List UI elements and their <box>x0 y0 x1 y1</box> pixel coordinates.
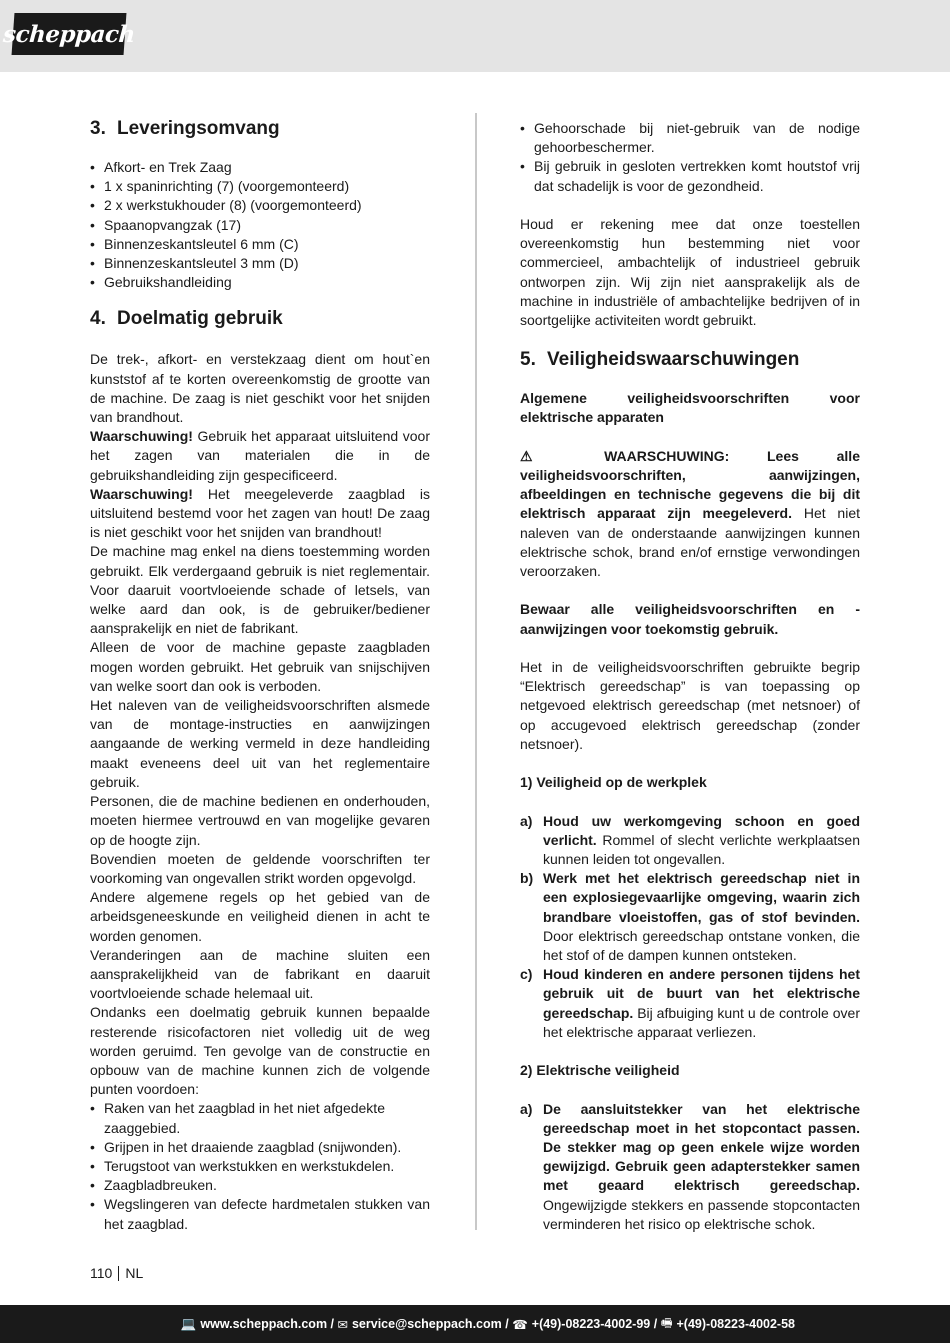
list-item: a) De aansluitstekker van het elektrische gereedschap moet in het stopcontact passen. De stekker mag op geen enkele wijze worden gewijzigd. Gebruik geen adapterstekker samen met geaard elektrisch gereedschap. Ongewijzigde stekkers en passende stopcontacten verminderen het risico op elektrische schok. <box>520 1100 860 1232</box>
footer-website[interactable]: www.scheppach.com / <box>200 1317 335 1331</box>
fax-icon: 🖷 <box>660 1315 673 1330</box>
warning-paragraph: Waarschuwing! Het meegeleverde zaagblad is uitsluitend bestemd voor het zagen van hout! De zaag is niet geschikt voor het snijden van brandhout! <box>90 485 430 541</box>
list-item: a) Houd uw werkomgeving schoon en goed verlicht. Rommel of slecht verlichte werkplaatsen kunnen leiden tot ongevallen. <box>520 812 860 868</box>
mail-icon: ✉ <box>337 1317 348 1332</box>
list-item: • Binnenzeskantsleutel 6 mm (C) <box>90 235 430 254</box>
subheading: 2) Elektrische veiligheid <box>520 1062 680 1079</box>
paragraph: De trek-, afkort- en verstekzaag dient om hout`en kunststof af te korten overeenkomstig de grootte van de machine. De zaag is niet geschikt voor het snijden van brandhout. <box>90 351 430 426</box>
paragraph: Alleen de voor de machine gepaste zaagbladen mogen worden gebruikt. Het gebruik van snijschijven van welke soort dan ook is verboden. <box>90 639 430 694</box>
list-item: • 1 x spaninrichting (7) (voorgemonteerd) <box>90 177 430 196</box>
paragraph: Het in de veiligheidsvoorschriften gebruikte begrip “Elektrisch gereedschap” is van toepassing op netgevoed elektrisch gereedschap (met netsnoer) of op accugevoed elektrisch gereedschap (zonder netsnoer). <box>520 659 860 752</box>
list-item: c) Houd kinderen en andere personen tijdens het gebruik uit de buurt van het elektrische gereedschap. Bij afbuiging kunt u de controle over het elektrische apparaat verliezen. <box>520 966 860 1040</box>
list-item: • Bij gebruik in gesloten vertrekken komt houtstof vrij dat schadelijk is voor de gezondheid. <box>520 157 860 195</box>
list-item: • Gebruikshandleiding <box>90 273 430 292</box>
computer-icon: 💻 <box>180 1316 197 1331</box>
delivery-list <box>90 158 430 292</box>
left-column <box>90 118 430 1234</box>
workplace-safety-list <box>520 812 860 1042</box>
list-item: • Afkort- en Trek Zaag <box>90 158 430 177</box>
paragraph: Andere algemene regels op het gebied van de arbeidsgeneeskunde en veiligheid dienen in acht te worden genomen. <box>90 889 430 944</box>
section-4-heading: 4. Doelmatig gebruik <box>90 308 283 330</box>
list-item: • 2 x werkstukhouder (8) (voorgemonteerd) <box>90 196 430 215</box>
subheading: Algemene veiligheidsvoorschriften voor elektrische apparaten <box>520 390 860 426</box>
list-item: • Gehoorschade bij niet-gebruik van de nodige gehoorbeschermer. <box>520 119 860 157</box>
paragraph: Houd er rekening mee dat onze toestellen overeenkomstig hun bestemming niet voor commercieel, ambachtelijk of industrieel gebruik ontworpen zijn. Wij zijn niet aansprakelijk als de machine in industriële of ambachtelijke bedrijven of in soortgelijke activiteiten wordt gebruikt. <box>520 216 860 329</box>
list-item: b) Werk met het elektrisch gereedschap niet in een explosiegevaarlijke omgeving, waarin zich brandbare vloeistoffen, gas of stof bevinden. Door elektrisch gereedschap ontstane vonken, die het stof of de dampen kunnen ontsteken. <box>520 870 860 964</box>
warning-paragraph: Waarschuwing! Gebruik het apparaat uitsluitend voor het zagen van materialen die in de gebruikshandleiding zijn gespecificeerd. <box>90 428 430 483</box>
list-item: • Grijpen in het draaiende zaagblad (snijwonden). <box>90 1138 430 1157</box>
footer-phone: +(49)-08223-4002-99 / <box>531 1317 658 1331</box>
footer-fax: +(49)-08223-4002-58 <box>676 1317 795 1331</box>
column-divider <box>475 113 477 1230</box>
list-item: • Raken van het zaagblad in het niet afgedekte zaaggebied. <box>90 1099 430 1137</box>
list-item: • Terugstoot van werkstukken en werkstukdelen. <box>90 1157 430 1176</box>
right-column <box>520 119 860 1234</box>
risk-list <box>90 1099 430 1233</box>
section-5-heading: 5. Veiligheidswaarschuwingen <box>520 349 800 371</box>
paragraph: Ondanks een doelmatig gebruik kunnen bepaalde resterende risicofactoren niet volledig uit de weg worden geruimd. Ten gevolge van de constructie en opbouw van de machine kunnen zich de volgende punten voordoen: <box>90 1004 430 1098</box>
warning-paragraph: ⚠ WAARSCHUWING: Lees alle veiligheidsvoorschriften, aanwijzingen, afbeeldingen en technische gegevens die bij dit elektrisch apparaat zijn meegeleverd. Het niet naleven van de onderstaande aanwijzingen kunnen elektrische schok, brand en/of ernstige verwondingen veroorzaken. <box>520 447 861 580</box>
paragraph: De machine mag enkel na diens toestemming worden gebruikt. Elk verdergaand gebruik is niet reglementair. Voor daaruit voortvloeiende schade of letsels, van welke aard dan ook, is de gebruiker/bediener aansprakelijk en niet de fabrikant. <box>90 543 430 637</box>
electrical-safety-list <box>520 1100 860 1234</box>
footer-bar <box>0 1305 950 1343</box>
risk-list-continued <box>520 119 860 196</box>
list-item: • Spaanopvangzak (17) <box>90 216 430 235</box>
section-3-heading: 3. Leveringsomvang <box>90 118 280 139</box>
header-bar <box>0 0 950 72</box>
phone-icon: ☎ <box>512 1317 528 1332</box>
footer-email[interactable]: service@scheppach.com / <box>351 1317 509 1331</box>
list-item: • Wegslingeren van defecte hardmetalen stukken van het zaagblad. <box>90 1195 430 1233</box>
warning-triangle-icon: ⚠ <box>520 447 567 464</box>
paragraph: Veranderingen aan de machine sluiten een aansprakelijkheid van de fabrikant en daaruit voortvloeiende schade helemaal uit. <box>90 946 430 1002</box>
paragraph: Het naleven van de veiligheidsvoorschriften alsmede van de montage-instructies en aanwijzingen aangaande de werking vermeld in deze handleiding maakt eveneens deel uit van het reglementaire gebruik. <box>90 697 430 790</box>
page-number: 110 NL <box>90 1265 144 1281</box>
list-item: • Zaagbladbreuken. <box>90 1176 430 1195</box>
paragraph: Bovendien moeten de geldende voorschriften ter voorkoming van ongevallen strikt worden opgevolgd. <box>90 850 430 886</box>
paragraph: Bewaar alle veiligheidsvoorschriften en -aanwijzingen voor toekomstig gebruik. <box>520 601 860 637</box>
list-item: • Binnenzeskantsleutel 3 mm (D) <box>90 254 430 273</box>
paragraph: Personen, die de machine bedienen en onderhouden, moeten hiermee vertrouwd en van mogelijke gevaren op de hoogte zijn. <box>90 793 430 848</box>
scheppach-logo: scheppach <box>12 13 127 55</box>
subheading: 1) Veiligheid op de werkplek <box>520 774 707 791</box>
